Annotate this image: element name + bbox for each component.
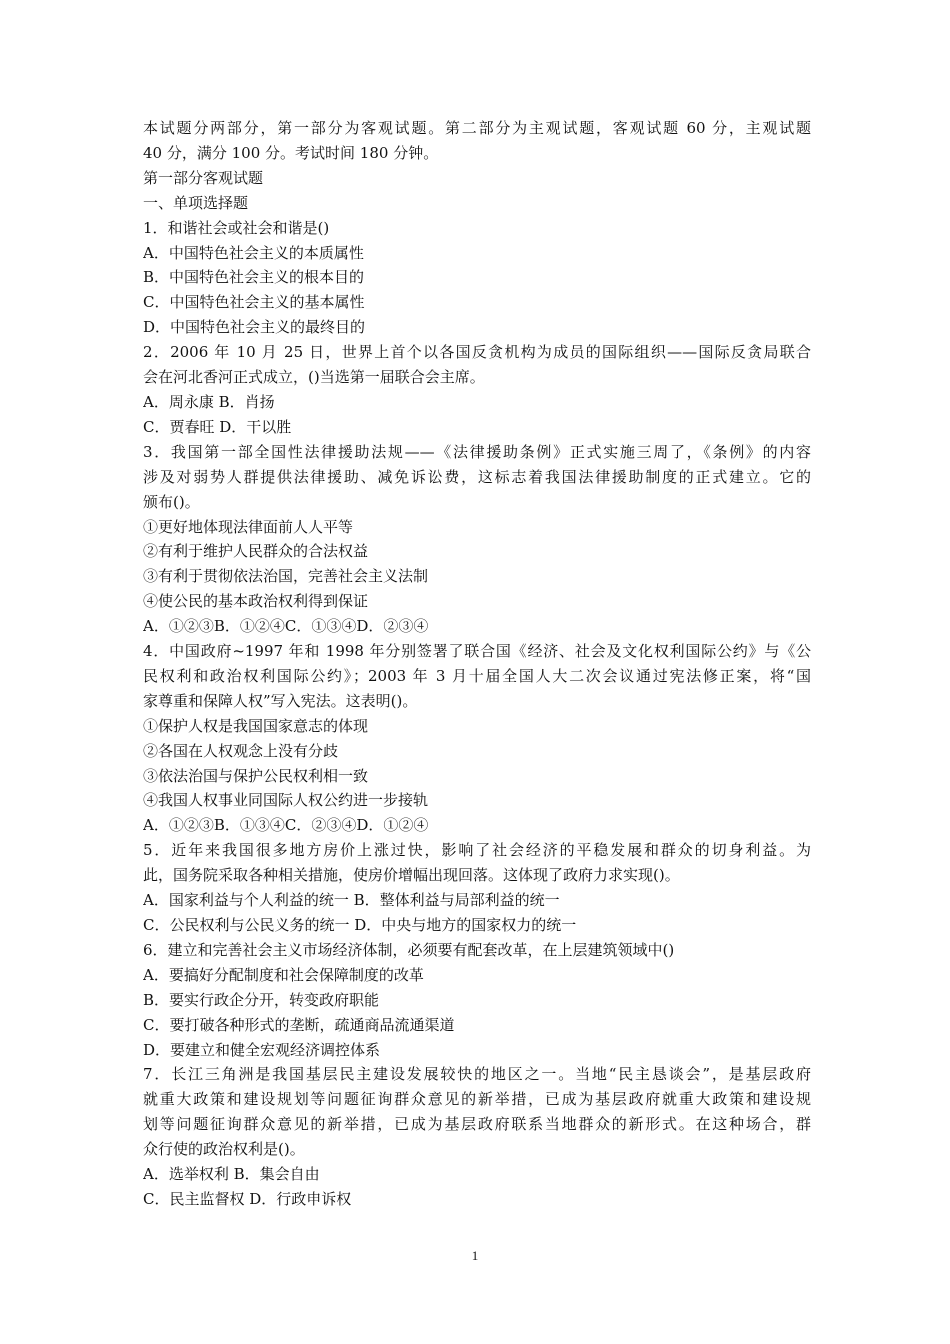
text-line: 3．我国第一部全国性法律援助法规——《法律援助条例》正式实施三周了，《条例》的内容 <box>143 442 811 461</box>
text-line: ③依法治国与保护公民权利相一致 <box>143 766 369 785</box>
text-line: 5．近年来我国很多地方房价上涨过快，影响了社会经济的平稳发展和群众的切身利益。为 <box>143 841 811 860</box>
text-line: ③有利于贯彻依法治国，完善社会主义法制 <box>143 567 429 586</box>
text-line: ②有利于维护人民群众的合法权益 <box>143 542 369 561</box>
text-line: ①更好地体现法律面前人人平等 <box>143 517 354 536</box>
text-line: 涉及对弱势人群提供法律援助、减免诉讼费，这标志着我国法律援助制度的正式建立。它的 <box>143 467 811 486</box>
text-line: 1．和谐社会或社会和谐是() <box>143 218 330 237</box>
text-line: ④使公民的基本政治权利得到保证 <box>143 592 369 611</box>
text-line: C．要打破各种形式的垄断，疏通商品流通渠道 <box>143 1015 455 1034</box>
text-line: C．公民权利与公民义务的统一 D．中央与地方的国家权力的统一 <box>143 916 577 934</box>
text-line: D．要建立和健全宏观经济调控体系 <box>143 1040 381 1059</box>
text-line: ②各国在人权观念上没有分歧 <box>143 741 339 760</box>
text-line: C．中国特色社会主义的基本属性 <box>143 293 365 312</box>
text-line: 4．中国政府~1997 年和 1998 年分别签署了联合国《经济、社会及文化权利国际公约》与《公 <box>143 642 811 661</box>
text-line: C．民主监督权 D．行政申诉权 <box>143 1189 352 1208</box>
text-line: 40 分，满分 100 分。考试时间 180 分钟。 <box>143 143 439 162</box>
text-line: A．选举权利 B．集会自由 <box>143 1165 320 1184</box>
text-line: 民权利和政治权利国际公约》；2003 年 3 月十届全国人大二次会议通过宪法修正案，将“国 <box>143 666 811 685</box>
text-line: ④我国人权事业同国际人权公约进一步接轨 <box>143 791 429 810</box>
text-line: C．贾春旺 D．干以胜 <box>143 417 292 436</box>
text-line: 2．2006 年 10 月 25 日，世界上首个以各国反贪机构为成员的国际组织——国际反贪局联合 <box>143 343 811 362</box>
text-line: A．中国特色社会主义的本质属性 <box>143 243 364 262</box>
text-line: ①保护人权是我国国家意志的体现 <box>143 716 369 735</box>
text-line: 家尊重和保障人权”写入宪法。这表明()。 <box>143 691 418 710</box>
text-line: 划等问题征询群众意见的新举措，已成为基层政府联系当地群众的新形式。在这种场合，群 <box>143 1115 811 1134</box>
text-line: A．①②③B．①②④C．①③④D．②③④ <box>143 617 429 636</box>
text-line: B．中国特色社会主义的根本目的 <box>143 268 365 287</box>
text-line: 颁布()。 <box>143 492 200 511</box>
text-line: 就重大政策和建设规划等问题征询群众意见的新举措，已成为基层政府就重大政策和建设规 <box>143 1090 811 1109</box>
text-line: D．中国特色社会主义的最终目的 <box>143 318 366 337</box>
document-body <box>143 116 811 1212</box>
text-line: 会在河北香河正式成立，()当选第一届联合会主席。 <box>143 368 485 387</box>
text-line: A．要搞好分配制度和社会保障制度的改革 <box>143 965 424 984</box>
page-number: 1 <box>471 1248 479 1263</box>
text-line: 7．长江三角洲是我国基层民主建设发展较快的地区之一。当地“民主恳谈会”，是基层政府 <box>143 1065 811 1084</box>
text-line: A．国家利益与个人利益的统一 B．整体利益与局部利益的统一 <box>143 891 560 910</box>
text-line: A．周永康 B．肖扬 <box>143 392 275 411</box>
text-line: 本试题分两部分，第一部分为客观试题。第二部分为主观试题，客观试题 60 分，主观试题 <box>143 119 811 137</box>
text-line: B．要实行政企分开，转变政府职能 <box>143 990 380 1009</box>
text-line: 第一部分客观试题 <box>143 168 264 187</box>
text-line: 一、单项选择题 <box>143 193 249 212</box>
text-line: 6．建立和完善社会主义市场经济体制，必须要有配套改革，在上层建筑领域中() <box>143 940 675 959</box>
text-line: 此，国务院采取各种相关措施，使房价增幅出现回落。这体现了政府力求实现()。 <box>143 866 680 885</box>
text-line: A．①②③B．①③④C．②③④D．①②④ <box>143 816 429 835</box>
text-line: 众行使的政治权利是()。 <box>143 1140 305 1159</box>
